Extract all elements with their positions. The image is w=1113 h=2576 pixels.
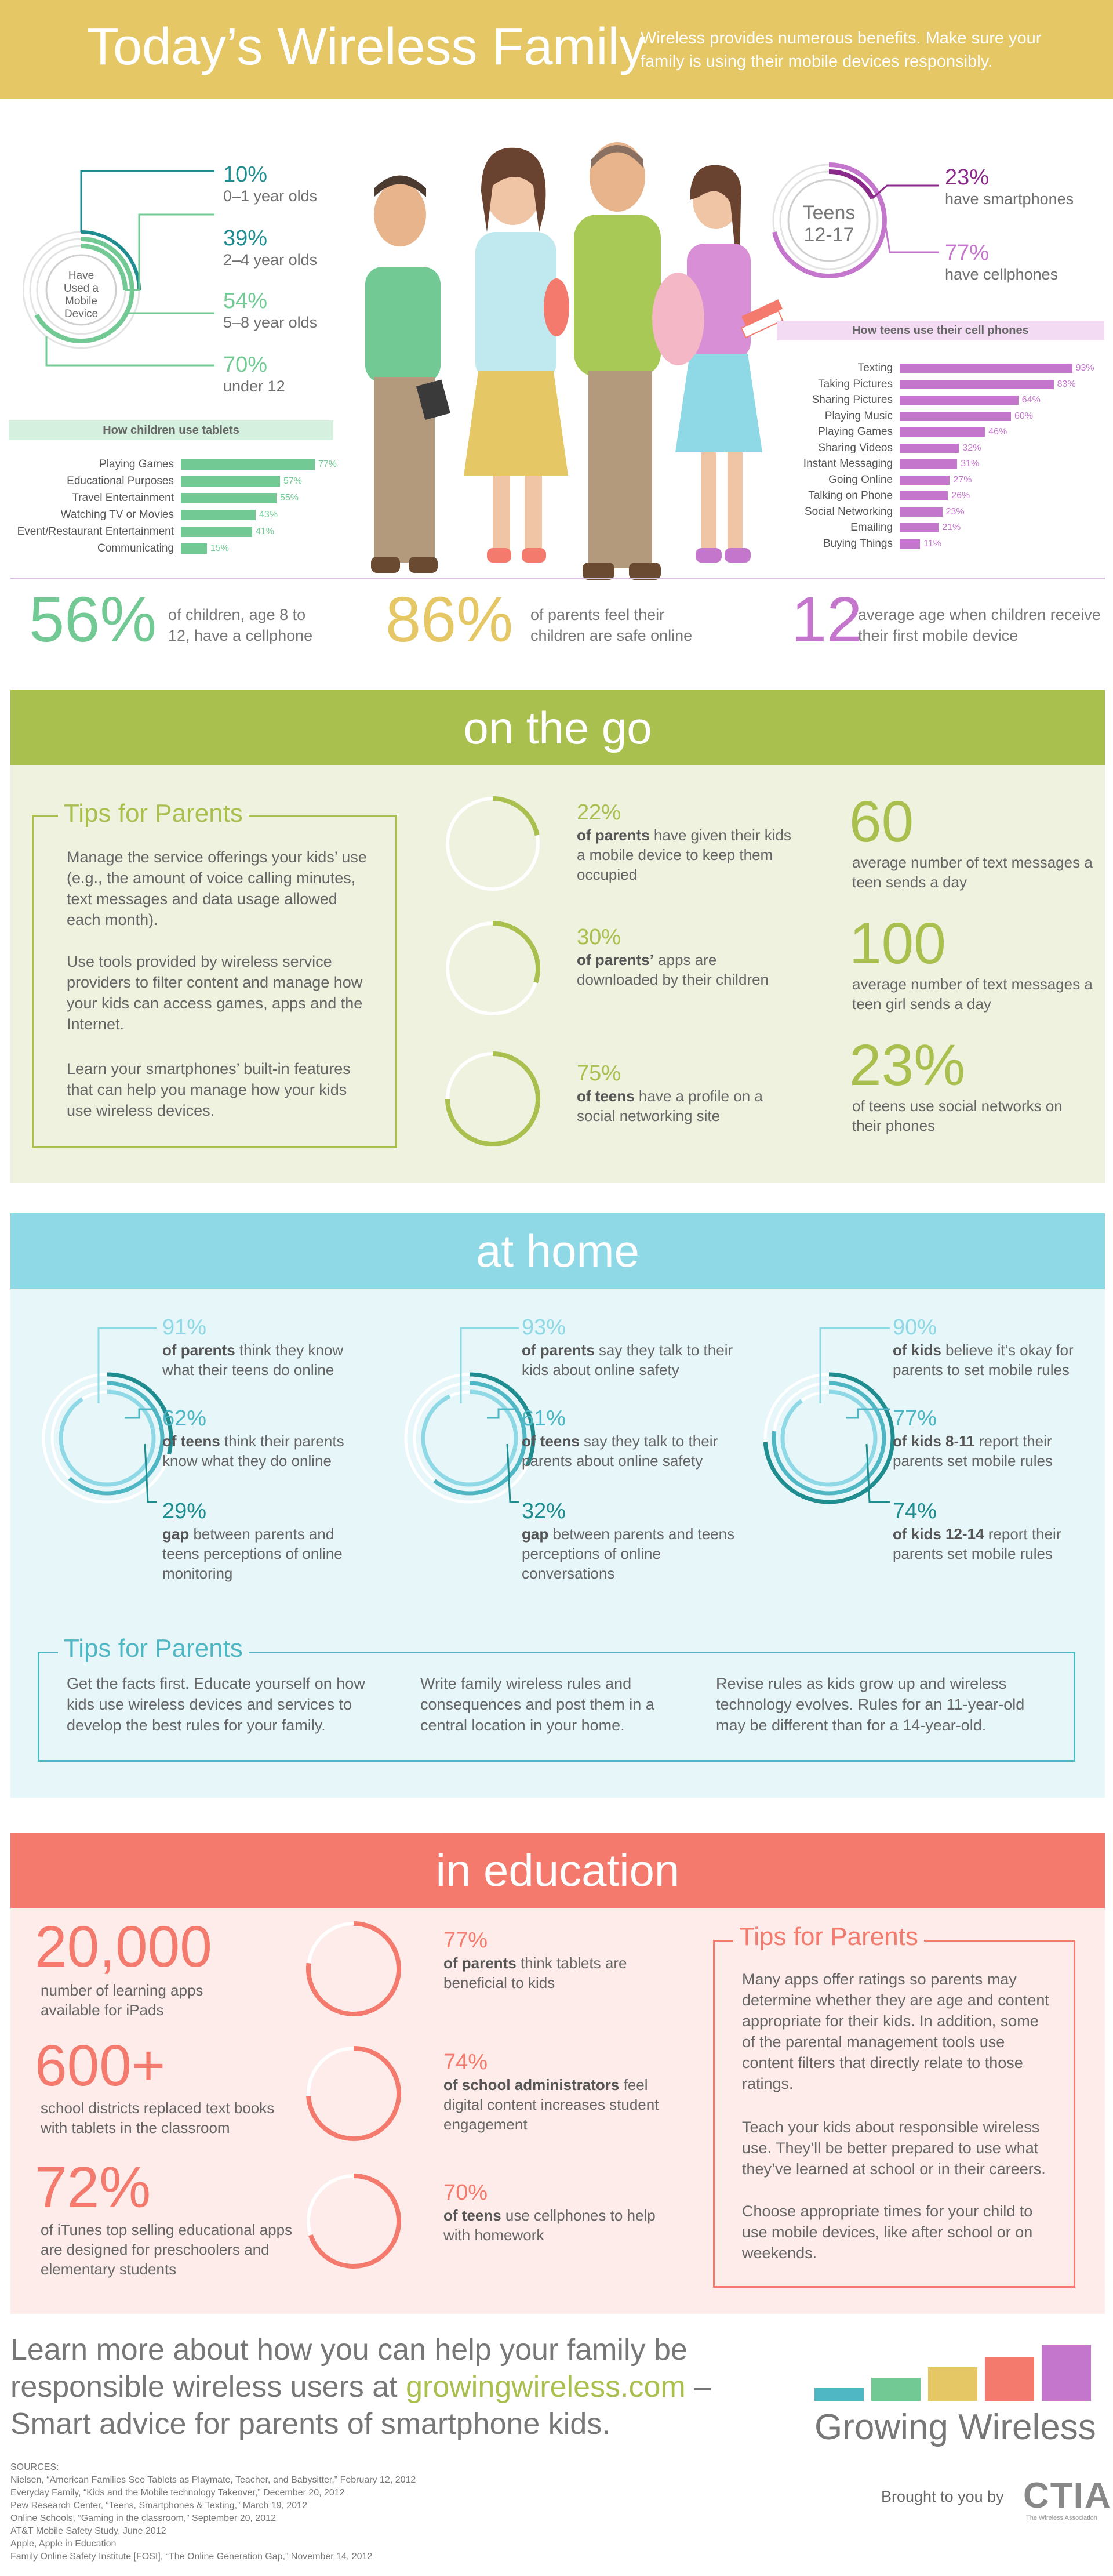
page-subtitle: Wireless provides numerous benefits. Make sure your family is using their mobile devices responsibly. (641, 29, 1042, 71)
at-home-g1-stat-2-pct: 62% (162, 1406, 207, 1431)
bar-value: 43% (259, 510, 278, 520)
bar (900, 459, 957, 469)
at-home-g3-stat-3-desc: report their parents set mobile rules (893, 1525, 1061, 1562)
edu-number-3: 72% (35, 2155, 151, 2220)
at-home-g3-stat-2 (893, 1406, 1101, 1471)
teens-circle-label: Teens 12-17 (802, 202, 856, 246)
edu-ring-2-bold: of school administrators (443, 2076, 620, 2094)
on-the-go-ring-2-pct: 30% (577, 925, 621, 949)
bar-label: Talking on Phone (808, 489, 893, 502)
at-home-banner: at home (10, 1213, 1105, 1289)
bar-label: Watching TV or Movies (60, 509, 174, 521)
teens-stat-2-label: have cellphones (945, 266, 1059, 283)
at-home-g3-stat-1-pct: 90% (893, 1315, 937, 1340)
at-home-g1-stat-1-desc: think they know what their teens do online (162, 1341, 344, 1378)
edu-ring-2-desc: feel digital content increases student engagement (443, 2076, 659, 2133)
bar (900, 539, 920, 549)
on-the-go-number-1-desc: average number of text messages a teen sends a day (852, 854, 1093, 891)
at-home-g3-stat-1-bold: of kids (893, 1341, 941, 1359)
teens-stat-1-pct: 23% (945, 165, 990, 190)
edu-number-3-desc: of iTunes top selling educational apps are designed for preschoolers and elementary students (41, 2221, 293, 2278)
bar-value: 27% (953, 474, 972, 485)
children-circle-label: Have Used a Mobile Device (63, 270, 99, 320)
children-stat-3 (223, 289, 317, 332)
on-the-go-tip-2: Use tools provided by wireless service providers to filter content and manage how your kids can access games, apps and the Internet. (67, 953, 363, 1033)
at-home-tip-2: Write family wireless rules and consequences and post them in a central location in your home. (420, 1675, 654, 1734)
at-home-g2-stat-3-pct: 32% (522, 1499, 566, 1523)
edu-number-2: 600+ (35, 2033, 166, 2098)
at-home-g1-stat-2-desc: think their parents know what they do online (162, 1432, 344, 1470)
teen-phones-chart-title: How teens use their cell phones (777, 321, 1104, 340)
edu-ring-1-desc: think tablets are beneficial to kids (443, 1954, 627, 1991)
family-baseline (10, 578, 1105, 579)
edu-ring-1 (304, 1920, 403, 2018)
at-home-g1-stat-3-pct: 29% (162, 1499, 207, 1523)
children-stat-1-pct: 10% (223, 162, 268, 187)
bar-label: Event/Restaurant Entertainment (17, 525, 174, 538)
edu-number-2-desc: school districts replaced text books with tablets in the classroom (41, 2099, 275, 2136)
edu-ring-2-pct: 74% (443, 2050, 488, 2074)
at-home-g1-stat-3-desc: between parents and teens perceptions of online monitoring (162, 1525, 343, 1582)
footer-cta-tail: – Smart advice for parents of smartphone kids. (10, 2370, 711, 2441)
on-the-go-ring-1-desc: have given their kids a mobile device to keep them occupied (577, 826, 791, 883)
on-the-go-ring-2-text (577, 925, 797, 989)
bar-value: 93% (1075, 363, 1094, 373)
bar-value: 55% (280, 493, 299, 503)
in-education-banner: in education (10, 1833, 1105, 1908)
teens-stat-2-pct: 77% (945, 241, 990, 265)
on-the-go-banner: on the go (10, 690, 1105, 765)
at-home-g2-stat-2-desc: say they talk to their parents about online safety (522, 1432, 718, 1470)
bar-value: 23% (945, 506, 965, 517)
bar (181, 459, 315, 470)
at-home-g1-stat-3-bold: gap (162, 1525, 190, 1543)
bar-value: 15% (210, 543, 230, 553)
bar-label: Social Networking (804, 505, 893, 518)
stat-row-3-value: 12 (791, 584, 863, 655)
edu-ring-2 (304, 2044, 403, 2143)
bar-value: 26% (951, 491, 970, 500)
edu-ring-2-text (443, 2050, 675, 2134)
bar-value: 41% (256, 527, 275, 536)
at-home-g3-stat-3 (893, 1499, 1101, 1563)
bar (900, 427, 985, 437)
on-the-go-ring-1-bold: of parents (577, 826, 650, 844)
edu-number-1: 20,000 (35, 1914, 212, 1979)
at-home-tips-title: Tips for Parents (58, 1634, 249, 1663)
growing-wireless-logo-text: Growing Wireless (814, 2407, 1096, 2447)
on-the-go-ring-2-bold: of parents’ (577, 951, 654, 968)
at-home-g1-stat-1-bold: of parents (162, 1341, 235, 1359)
at-home-g1-stat-1-pct: 91% (162, 1315, 207, 1340)
bar-label: Buying Things (823, 537, 893, 550)
edu-ring-1-text (443, 1928, 675, 1993)
stat-row-3-desc: average age when children receive their first mobile device (858, 606, 1101, 644)
at-home-g1-stat-1 (162, 1315, 371, 1380)
edu-ring-3-bold: of teens (443, 2207, 501, 2224)
footer-cta-text: Learn more about how you can help your family be responsible wireless users at (10, 2333, 688, 2404)
edu-tip-2: Teach your kids about responsible wireless use. They’ll be better prepared to use what they’ve learned at school or in their careers. (742, 2118, 1046, 2178)
at-home-g2-stat-1-bold: of parents (522, 1341, 595, 1359)
edu-ring-3 (304, 2172, 403, 2270)
bar-label: Emailing (850, 521, 893, 534)
bar (900, 380, 1054, 389)
at-home-g3-stat-2-bold: of kids 8-11 (893, 1432, 975, 1450)
bar (900, 476, 950, 485)
children-stat-4 (223, 353, 285, 396)
bar-value: 46% (988, 427, 1007, 437)
children-stat-1 (223, 162, 317, 205)
bar-value: 57% (283, 476, 303, 486)
on-the-go-tip-1: Manage the service offerings your kids’ use (e.g., the amount of voice calling minutes, text messages and data usage allowed each month). (67, 848, 367, 928)
at-home-g1-stat-3 (162, 1499, 371, 1583)
bar-label: Going Online (828, 473, 893, 486)
bar-value: 83% (1057, 379, 1076, 389)
at-home-g3-stat-3-pct: 74% (893, 1499, 937, 1523)
bar (181, 493, 277, 503)
teens-stat-1 (945, 165, 1074, 208)
source-item: Apple, Apple in Education (10, 2539, 117, 2549)
children-stat-2-pct: 39% (223, 226, 268, 251)
bar (900, 507, 943, 517)
bar (900, 523, 939, 532)
on-the-go-ring-3 (443, 1050, 542, 1148)
bar-label: Educational Purposes (67, 475, 174, 487)
on-the-go-number-2: 100 (849, 911, 946, 976)
bar-value: 60% (1014, 411, 1034, 421)
on-the-go-number-3: 23% (849, 1033, 966, 1098)
tablets-bar-chart (0, 458, 371, 563)
on-the-go-ring-3-desc: have a profile on a social networking site (577, 1087, 763, 1124)
on-the-go-number-1: 60 (849, 789, 914, 854)
at-home-tip-1: Get the facts first. Educate yourself on how kids use wireless devices and services to develop the best rules for your family. (67, 1675, 365, 1734)
bar (900, 491, 948, 500)
bar-value: 11% (923, 538, 942, 549)
bar-label: Taking Pictures (818, 378, 893, 390)
bar-label: Playing Music (824, 409, 893, 422)
on-the-go-ring-3-text (577, 1061, 797, 1126)
tablets-chart-title: How children use tablets (9, 420, 333, 440)
bar (181, 527, 252, 537)
on-the-go-ring-1-pct: 22% (577, 800, 621, 825)
on-the-go-number-2-desc: average number of text messages a teen girl sends a day (852, 975, 1093, 1013)
at-home-g2-stat-1-desc: say they talk to their kids about online safety (522, 1341, 733, 1378)
children-stat-1-label: 0–1 year olds (223, 187, 318, 205)
bar-label: Playing Games (99, 458, 174, 470)
at-home-g2-stat-3 (522, 1499, 736, 1583)
at-home-g3-stat-2-desc: report their parents set mobile rules (893, 1432, 1053, 1470)
at-home-g2-stat-3-desc: between parents and teens perceptions of online conversations (522, 1525, 735, 1582)
on-the-go-ring-1-text (577, 800, 797, 884)
source-item: Everyday Family, “Kids and the Mobile technology Takeover,” December 20, 2012 (10, 2488, 345, 2498)
at-home-g2-stat-2-pct: 61% (522, 1406, 566, 1431)
children-stat-3-label: 5–8 year olds (223, 314, 318, 331)
at-home-g2-stat-2-bold: of teens (522, 1432, 580, 1450)
bar-label: Sharing Pictures (812, 394, 893, 406)
edu-tips-title: Tips for Parents (733, 1922, 924, 1951)
brought-to-you-by: Brought to you by (881, 2488, 1004, 2505)
bar (900, 412, 1011, 421)
on-the-go-ring-3-bold: of teens (577, 1087, 635, 1105)
at-home-g2-stat-2 (522, 1406, 736, 1471)
bar-label: Instant Messaging (803, 458, 893, 470)
children-stat-2-label: 2–4 year olds (223, 251, 318, 269)
source-item: Online Schools, “Gaming in the classroom,” September 20, 2012 (10, 2513, 277, 2523)
at-home-tip-3: Revise rules as kids grow up and wireless technology evolves. Rules for an 11-year-old may be different than for a 14-year-old. (716, 1675, 1025, 1734)
on-the-go-ring-2 (443, 919, 542, 1018)
teens-stat-1-label: have smartphones (945, 190, 1074, 208)
children-stat-2 (223, 226, 317, 269)
bar-label: Sharing Videos (818, 441, 893, 454)
bar-value: 64% (1021, 395, 1041, 405)
source-item: Nielsen, “American Families See Tablets as Playmate, Teacher, and Babysitter,” February 12, 2012 (10, 2475, 416, 2485)
stat-row-2-value: 86% (385, 584, 514, 655)
source-item: Family Online Safety Institute [FOSI], “The Online Generation Gap,” November 14, 2012 (10, 2552, 373, 2562)
edu-tip-1: Many apps offer ratings so parents may determine whether they are age and content appropriate for their kids. In addition, some of the parental management tools use content filters that directly relate to those ratings. (742, 1971, 1049, 2092)
stat-row-1-value: 56% (29, 584, 157, 655)
edu-number-1-desc: number of learning apps available for iPads (41, 1982, 203, 2019)
on-the-go-ring-1 (443, 794, 542, 893)
ring-arc (311, 2176, 399, 2266)
bar (181, 543, 207, 554)
source-item: AT&T Mobile Safety Study, June 2012 (10, 2526, 166, 2536)
sources-title: SOURCES: (10, 2462, 59, 2472)
ring-arc (493, 923, 538, 982)
at-home-g2-stat-1-pct: 93% (522, 1315, 566, 1340)
ctia-logo: CTIA (1023, 2476, 1112, 2516)
bar-value: 32% (962, 442, 981, 453)
at-home-g2-stat-1 (522, 1315, 736, 1380)
bar (181, 476, 280, 487)
bar-label: Texting (857, 362, 893, 374)
on-the-go-number-3-desc: of teens use social networks on their phones (852, 1097, 1063, 1134)
bar-value: 31% (961, 459, 980, 469)
at-home-g1-stat-2 (162, 1406, 371, 1471)
growing-wireless-logo-bars (814, 2343, 1104, 2407)
children-stat-4-pct: 70% (223, 353, 268, 377)
children-stat-4-label: under 12 (223, 378, 285, 395)
stat-row-2-desc: of parents feel their children are safe online (530, 606, 693, 644)
bar (900, 444, 959, 453)
bar-value: 77% (318, 459, 337, 469)
on-the-go-tip-3: Learn your smartphones’ built-in features that can help you manage how your kids use wireless devices. (67, 1060, 351, 1119)
edu-ring-3-desc: use cellphones to help with homework (443, 2207, 656, 2244)
edu-ring-3-text (443, 2180, 675, 2245)
edu-ring-3-pct: 70% (443, 2180, 488, 2205)
bar (181, 510, 256, 520)
at-home-g3-stat-2-pct: 77% (893, 1406, 937, 1431)
at-home-g3-stat-1 (893, 1315, 1101, 1380)
growingwireless-link[interactable]: growingwireless.com (406, 2370, 686, 2404)
ctia-tagline: The Wireless Association (1026, 2515, 1097, 2521)
on-the-go-ring-3-pct: 75% (577, 1061, 621, 1086)
footer-cta (10, 2331, 776, 2443)
page-title: Today’s Wireless Family (87, 18, 646, 76)
teen-phones-bar-chart (777, 362, 1107, 560)
edu-ring-1-pct: 77% (443, 1928, 488, 1953)
on-the-go-tips-title: Tips for Parents (58, 799, 249, 828)
at-home-g3-stat-1-desc: believe it’s okay for parents to set mobile rules (893, 1341, 1074, 1378)
bar (900, 396, 1019, 405)
edu-ring-1-bold: of parents (443, 1954, 517, 1972)
family-illustration (325, 116, 800, 592)
ring-arc (493, 799, 537, 835)
bar-label: Communicating (97, 542, 174, 554)
bar-value: 21% (942, 523, 961, 532)
at-home-g1-stat-2-bold: of teens (162, 1432, 220, 1450)
source-item: Pew Research Center, “Teens, Smartphones & Texting,” March 19, 2012 (10, 2501, 307, 2510)
at-home-g2-stat-3-bold: gap (522, 1525, 549, 1543)
children-stat-3-pct: 54% (223, 289, 268, 313)
bar (900, 364, 1072, 373)
edu-tip-3: Choose appropriate times for your child to use mobile devices, like after school or on weekends. (742, 2203, 1033, 2262)
teens-stat-2 (945, 241, 1058, 284)
bar-label: Playing Games (818, 426, 893, 438)
bar-label: Travel Entertainment (72, 492, 174, 504)
at-home-g3-stat-3-bold: of kids 12-14 (893, 1525, 984, 1543)
stat-row-1-desc: of children, age 8 to 12, have a cellphone (168, 606, 313, 644)
on-the-go-ring-2-desc: apps are downloaded by their children (577, 951, 769, 988)
